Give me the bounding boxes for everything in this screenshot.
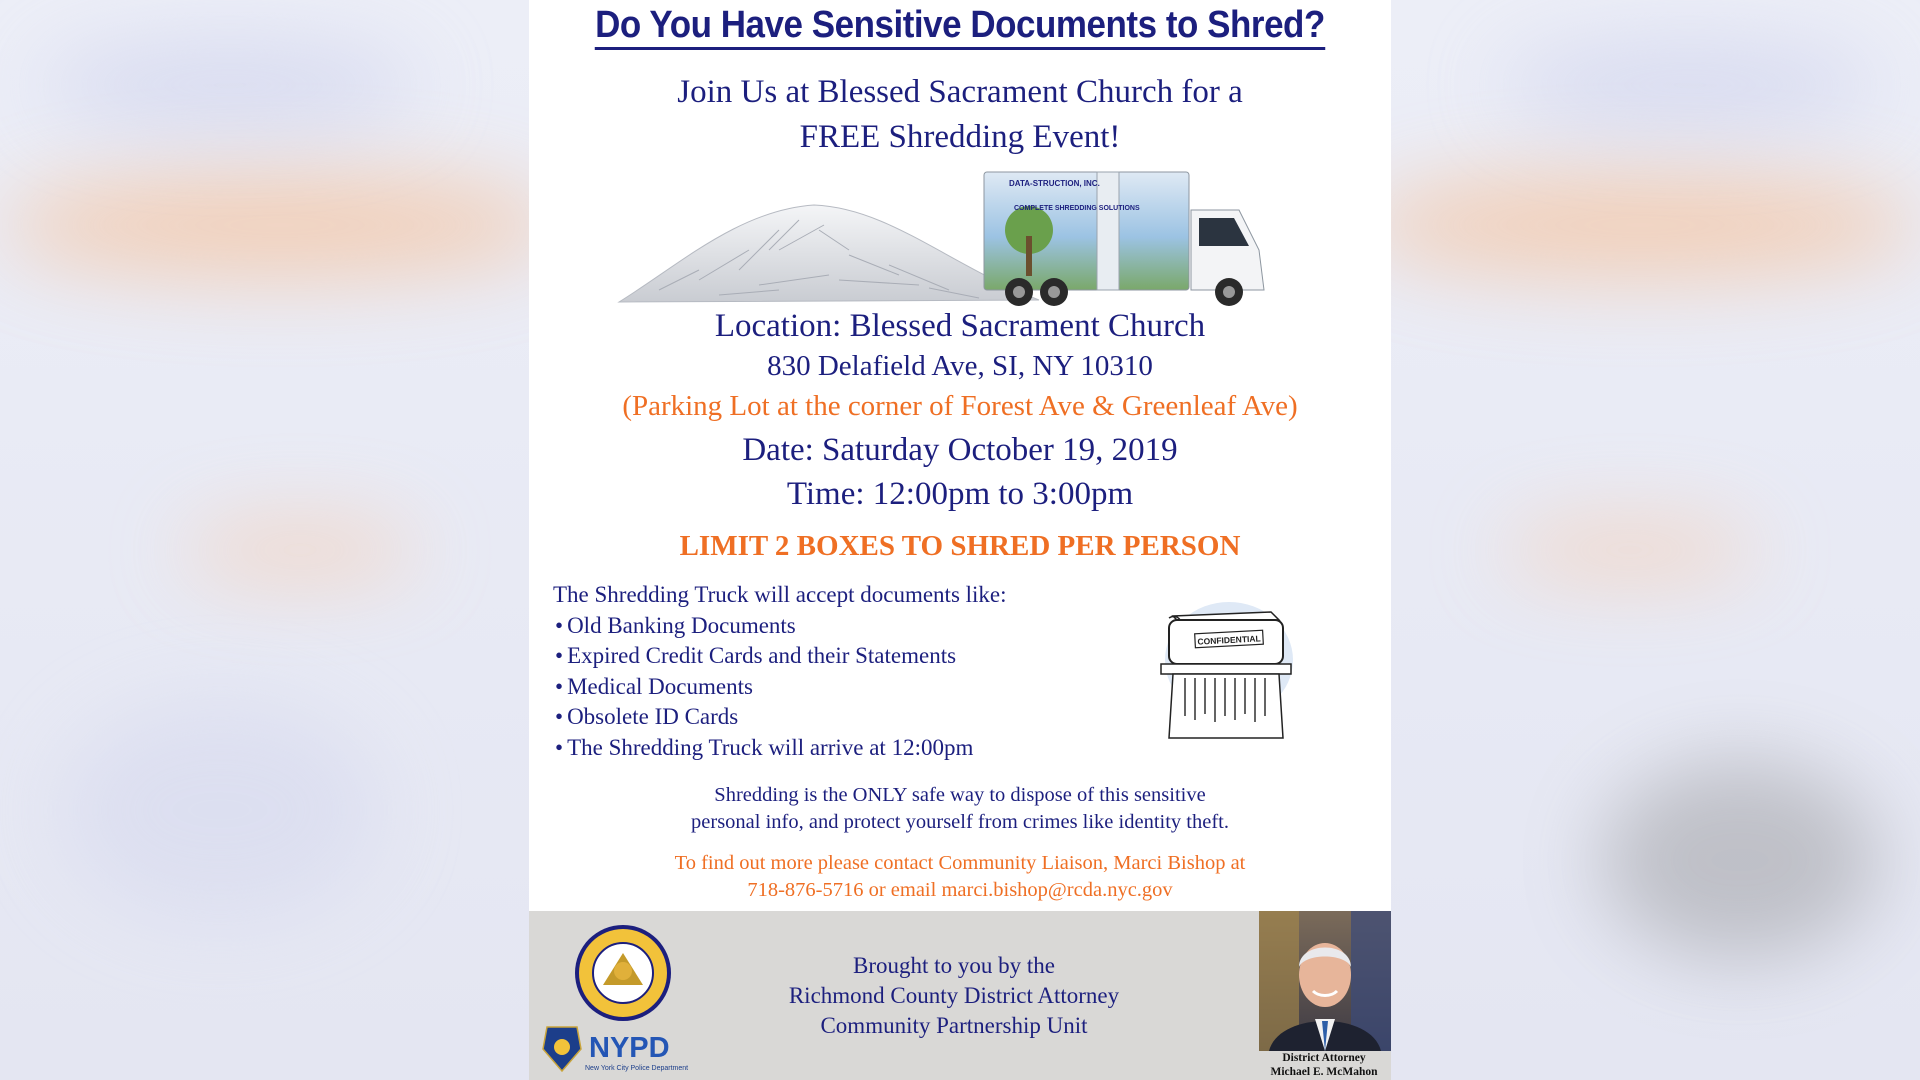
nypd-logo bbox=[541, 1023, 711, 1077]
shredding-truck-illustration bbox=[599, 170, 1329, 315]
backdrop-blur bbox=[1600, 760, 1880, 960]
photo-caption: District Attorney Michael E. McMahon bbox=[1270, 1052, 1378, 1078]
flyer-subheadline: Join Us at Blessed Sacrament Church for a FREE Shredding Event! bbox=[677, 74, 1243, 155]
shredder-icon bbox=[1151, 598, 1301, 748]
district-attorney-seal-icon bbox=[573, 923, 673, 1023]
sponsor-credit: Brought to you by the Richmond County District Attorney Community Partnership Unit bbox=[788, 953, 1120, 1038]
location-address: 830 Delafield Ave, SI, NY 10310 bbox=[767, 350, 1153, 382]
portrait-icon bbox=[1259, 911, 1391, 1051]
list-item: • Old Banking Documents bbox=[553, 611, 1007, 642]
list-item: • Expired Credit Cards and their Statements bbox=[553, 641, 1007, 672]
backdrop-blur bbox=[1360, 170, 1920, 280]
list-item: • Obsolete ID Cards bbox=[553, 702, 1007, 733]
parking-note: (Parking Lot at the corner of Forest Ave & Greenleaf Ave) bbox=[622, 390, 1298, 422]
event-date: Date: Saturday October 19, 2019 bbox=[742, 432, 1178, 468]
backdrop-blur bbox=[1500, 40, 1880, 130]
truck-brand-text: DATA-STRUCTION, INC. bbox=[1009, 179, 1100, 188]
nypd-logo-text: NYPD bbox=[589, 1032, 670, 1064]
sponsor-footer bbox=[529, 911, 1391, 1080]
list-item: • The Shredding Truck will arrive at 12:00pm bbox=[553, 733, 1007, 764]
event-flyer bbox=[529, 0, 1391, 1080]
box-limit-notice: LIMIT 2 BOXES TO SHRED PER PERSON bbox=[679, 530, 1241, 562]
nypd-caption: New York City Police Department bbox=[585, 1065, 689, 1072]
list-item: • Medical Documents bbox=[553, 672, 1007, 703]
backdrop-blur bbox=[0, 170, 560, 280]
contact-info: To find out more please contact Community Liaison, Marci Bishop at 718-876-5716 or email marci.bishop@rcda.nyc.gov bbox=[674, 852, 1246, 901]
confidential-label: CONFIDENTIAL bbox=[1197, 633, 1261, 647]
backdrop-blur bbox=[180, 520, 420, 580]
truck-slogan-text: COMPLETE SHREDDING SOLUTIONS bbox=[1014, 205, 1140, 212]
flyer-headline: Do You Have Sensitive Documents to Shred? bbox=[563, 4, 1356, 47]
accepted-list bbox=[553, 611, 1007, 764]
backdrop-blur bbox=[60, 700, 380, 920]
event-time: Time: 12:00pm to 3:00pm bbox=[786, 476, 1134, 512]
accepted-documents bbox=[553, 580, 1007, 763]
safety-message: Shredding is the ONLY safe way to dispose of this sensitive personal info, and protect yourself from crimes like identity theft. bbox=[691, 784, 1229, 833]
district-attorney-photo bbox=[1259, 911, 1391, 1051]
backdrop-blur bbox=[1500, 520, 1760, 580]
backdrop-blur bbox=[40, 40, 420, 130]
accepted-intro: The Shredding Truck will accept documents like: bbox=[553, 582, 1007, 607]
location-title: Location: Blessed Sacrament Church bbox=[714, 308, 1206, 344]
